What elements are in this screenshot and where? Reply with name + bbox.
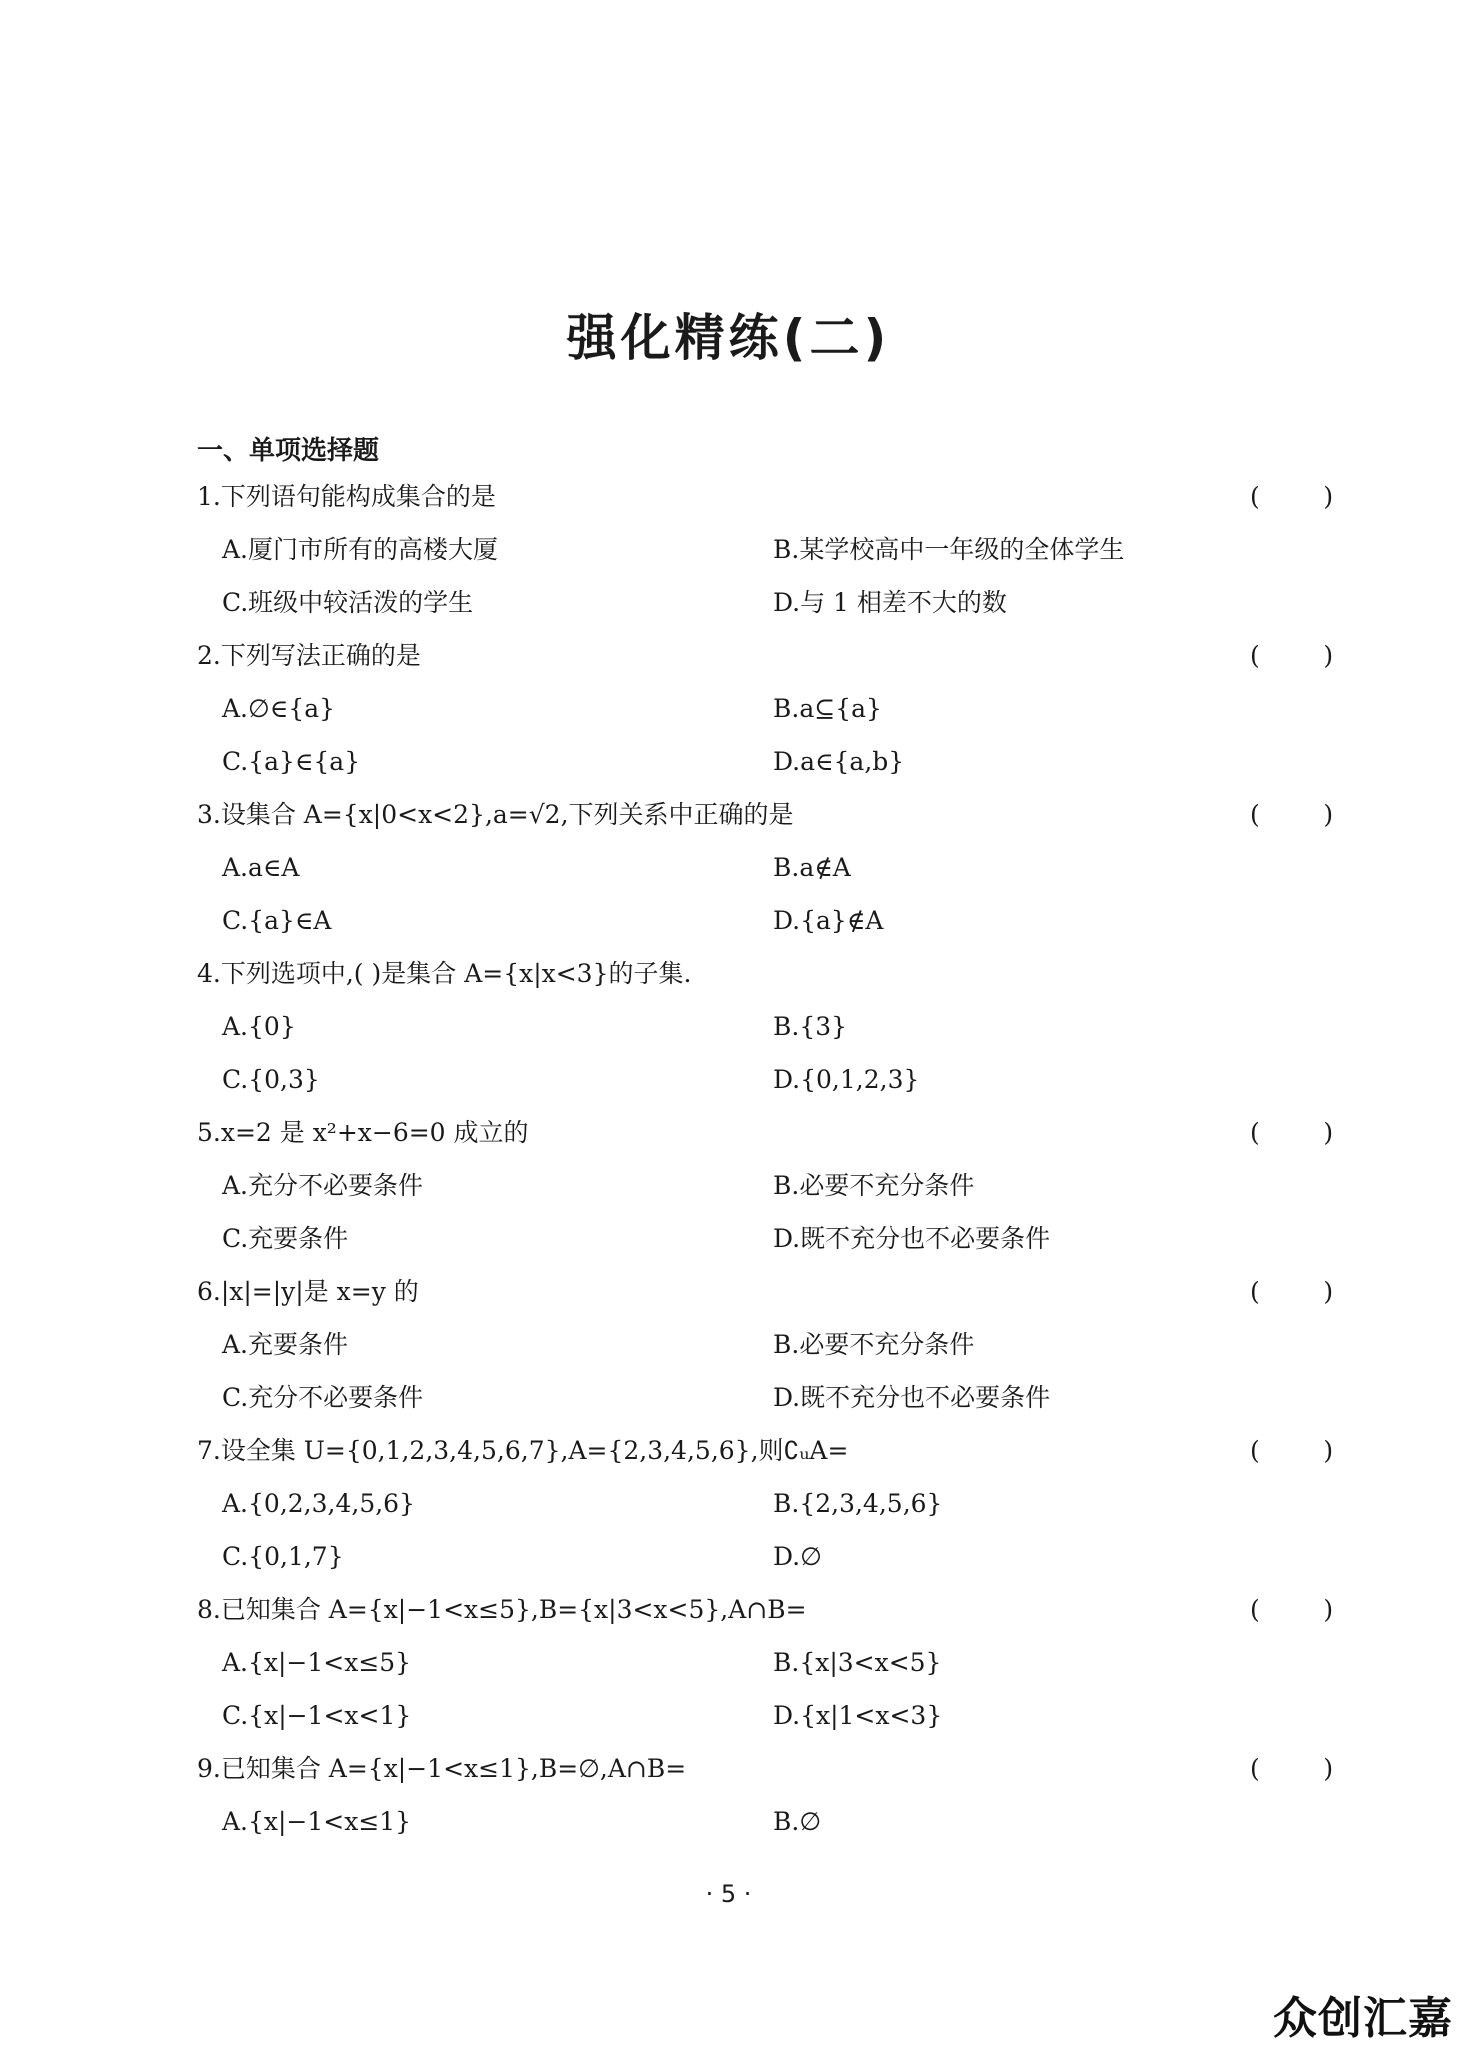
question-stem-line [0,1424,1457,1477]
option-row [0,523,1457,576]
answer-option[interactable]: B.{2,3,4,5,6} [773,1489,943,1518]
option-row [0,735,1457,788]
question-stem-line [0,629,1457,682]
question-3 [0,788,1457,947]
option-row [0,1477,1457,1530]
answer-option[interactable]: A.a∈A [222,853,300,882]
answer-option[interactable]: A.{0} [222,1012,296,1041]
question-stem: 1.下列语句能构成集合的是 [197,482,496,511]
question-stem: 7.设全集 U={0,1,2,3,4,5,6,7},A={2,3,4,5,6},则∁ᵤA= [197,1436,849,1465]
answer-option[interactable]: C.充分不必要条件 [222,1383,424,1412]
question-stem: 4.下列选项中,( )是集合 A={x|x<3}的子集. [197,959,692,988]
answer-option[interactable]: B.某学校高中一年级的全体学生 [773,535,1125,564]
answer-option[interactable]: C.班级中较活泼的学生 [222,588,474,617]
option-row [0,841,1457,894]
question-7 [0,1424,1457,1583]
answer-option[interactable]: B.{3} [773,1012,848,1041]
question-stem-line [0,1742,1457,1795]
answer-blank[interactable]: ( ) [1250,1118,1334,1147]
answer-blank[interactable]: ( ) [1250,1754,1334,1783]
option-row [0,1318,1457,1371]
option-row [0,576,1457,629]
question-stem-line [0,470,1457,523]
answer-blank[interactable]: ( ) [1250,1277,1334,1306]
question-5 [0,1106,1457,1265]
question-stem-line [0,1583,1457,1636]
option-row [0,1053,1457,1106]
answer-option[interactable]: C.{0,3} [222,1065,320,1094]
answer-option[interactable]: B.∅ [773,1807,822,1836]
question-9 [0,1742,1457,1848]
question-6 [0,1265,1457,1424]
answer-option[interactable]: A.充分不必要条件 [222,1171,424,1200]
option-row [0,1795,1457,1848]
answer-option[interactable]: C.{a}∈{a} [222,747,361,776]
answer-option[interactable]: D.a∈{a,b} [773,747,905,776]
answer-option[interactable]: B.a⊆{a} [773,694,882,723]
question-stem-line [0,947,1457,1000]
question-stem-line [0,1265,1457,1318]
answer-blank[interactable]: ( ) [1250,641,1334,670]
question-1 [0,470,1457,629]
answer-option[interactable]: C.{a}∈A [222,906,332,935]
answer-option[interactable]: D.既不充分也不必要条件 [773,1383,1051,1412]
option-row [0,1371,1457,1424]
option-row [0,682,1457,735]
answer-blank[interactable]: ( ) [1250,1595,1334,1624]
answer-option[interactable]: B.a∉A [773,853,851,882]
answer-option[interactable]: D.既不充分也不必要条件 [773,1224,1051,1253]
question-2 [0,629,1457,788]
question-stem: 6.|x|=|y|是 x=y 的 [197,1277,419,1306]
page-number: · 5 · [705,1880,752,1908]
question-stem: 2.下列写法正确的是 [197,641,421,670]
answer-blank[interactable]: ( ) [1250,482,1334,511]
answer-option[interactable]: C.{x|−1<x<1} [222,1701,412,1730]
watermark: 众创汇嘉 [1273,1993,1453,2044]
option-row [0,894,1457,947]
answer-option[interactable]: D.{x|1<x<3} [773,1701,943,1730]
answer-option[interactable]: D.与 1 相差不大的数 [773,588,1007,617]
answer-option[interactable]: B.{x|3<x<5} [773,1648,942,1677]
section-heading: 一、单项选择题 [197,436,380,466]
answer-option[interactable]: A.∅∈{a} [222,694,336,723]
question-stem: 8.已知集合 A={x|−1<x≤5},B={x|3<x<5},A∩B= [197,1595,807,1624]
answer-option[interactable]: D.{a}∉A [773,906,884,935]
answer-option[interactable]: C.{0,1,7} [222,1542,344,1571]
option-row [0,1212,1457,1265]
answer-option[interactable]: D.∅ [773,1542,822,1571]
option-row [0,1636,1457,1689]
question-stem: 5.x=2 是 x²+x−6=0 成立的 [197,1118,529,1147]
answer-option[interactable]: C.充要条件 [222,1224,349,1253]
page-title: 强化精练(二) [566,309,891,367]
answer-blank[interactable]: ( ) [1250,1436,1334,1465]
answer-option[interactable]: A.{x|−1<x≤5} [222,1648,412,1677]
option-row [0,1530,1457,1583]
answer-option[interactable]: A.{x|−1<x≤1} [222,1807,412,1836]
option-row [0,1000,1457,1053]
question-8 [0,1583,1457,1742]
option-row [0,1689,1457,1742]
answer-blank[interactable]: ( ) [1250,800,1334,829]
question-stem-line [0,1106,1457,1159]
option-row [0,1159,1457,1212]
answer-option[interactable]: B.必要不充分条件 [773,1171,975,1200]
answer-option[interactable]: D.{0,1,2,3} [773,1065,920,1094]
answer-option[interactable]: A.充要条件 [222,1330,349,1359]
answer-option[interactable]: B.必要不充分条件 [773,1330,975,1359]
answer-option[interactable]: A.厦门市所有的高楼大厦 [222,535,499,564]
question-stem-line [0,788,1457,841]
question-stem: 3.设集合 A={x|0<x<2},a=√2,下列关系中正确的是 [197,800,794,829]
answer-option[interactable]: A.{0,2,3,4,5,6} [222,1489,415,1518]
question-stem: 9.已知集合 A={x|−1<x≤1},B=∅,A∩B= [197,1754,687,1783]
question-4 [0,947,1457,1106]
